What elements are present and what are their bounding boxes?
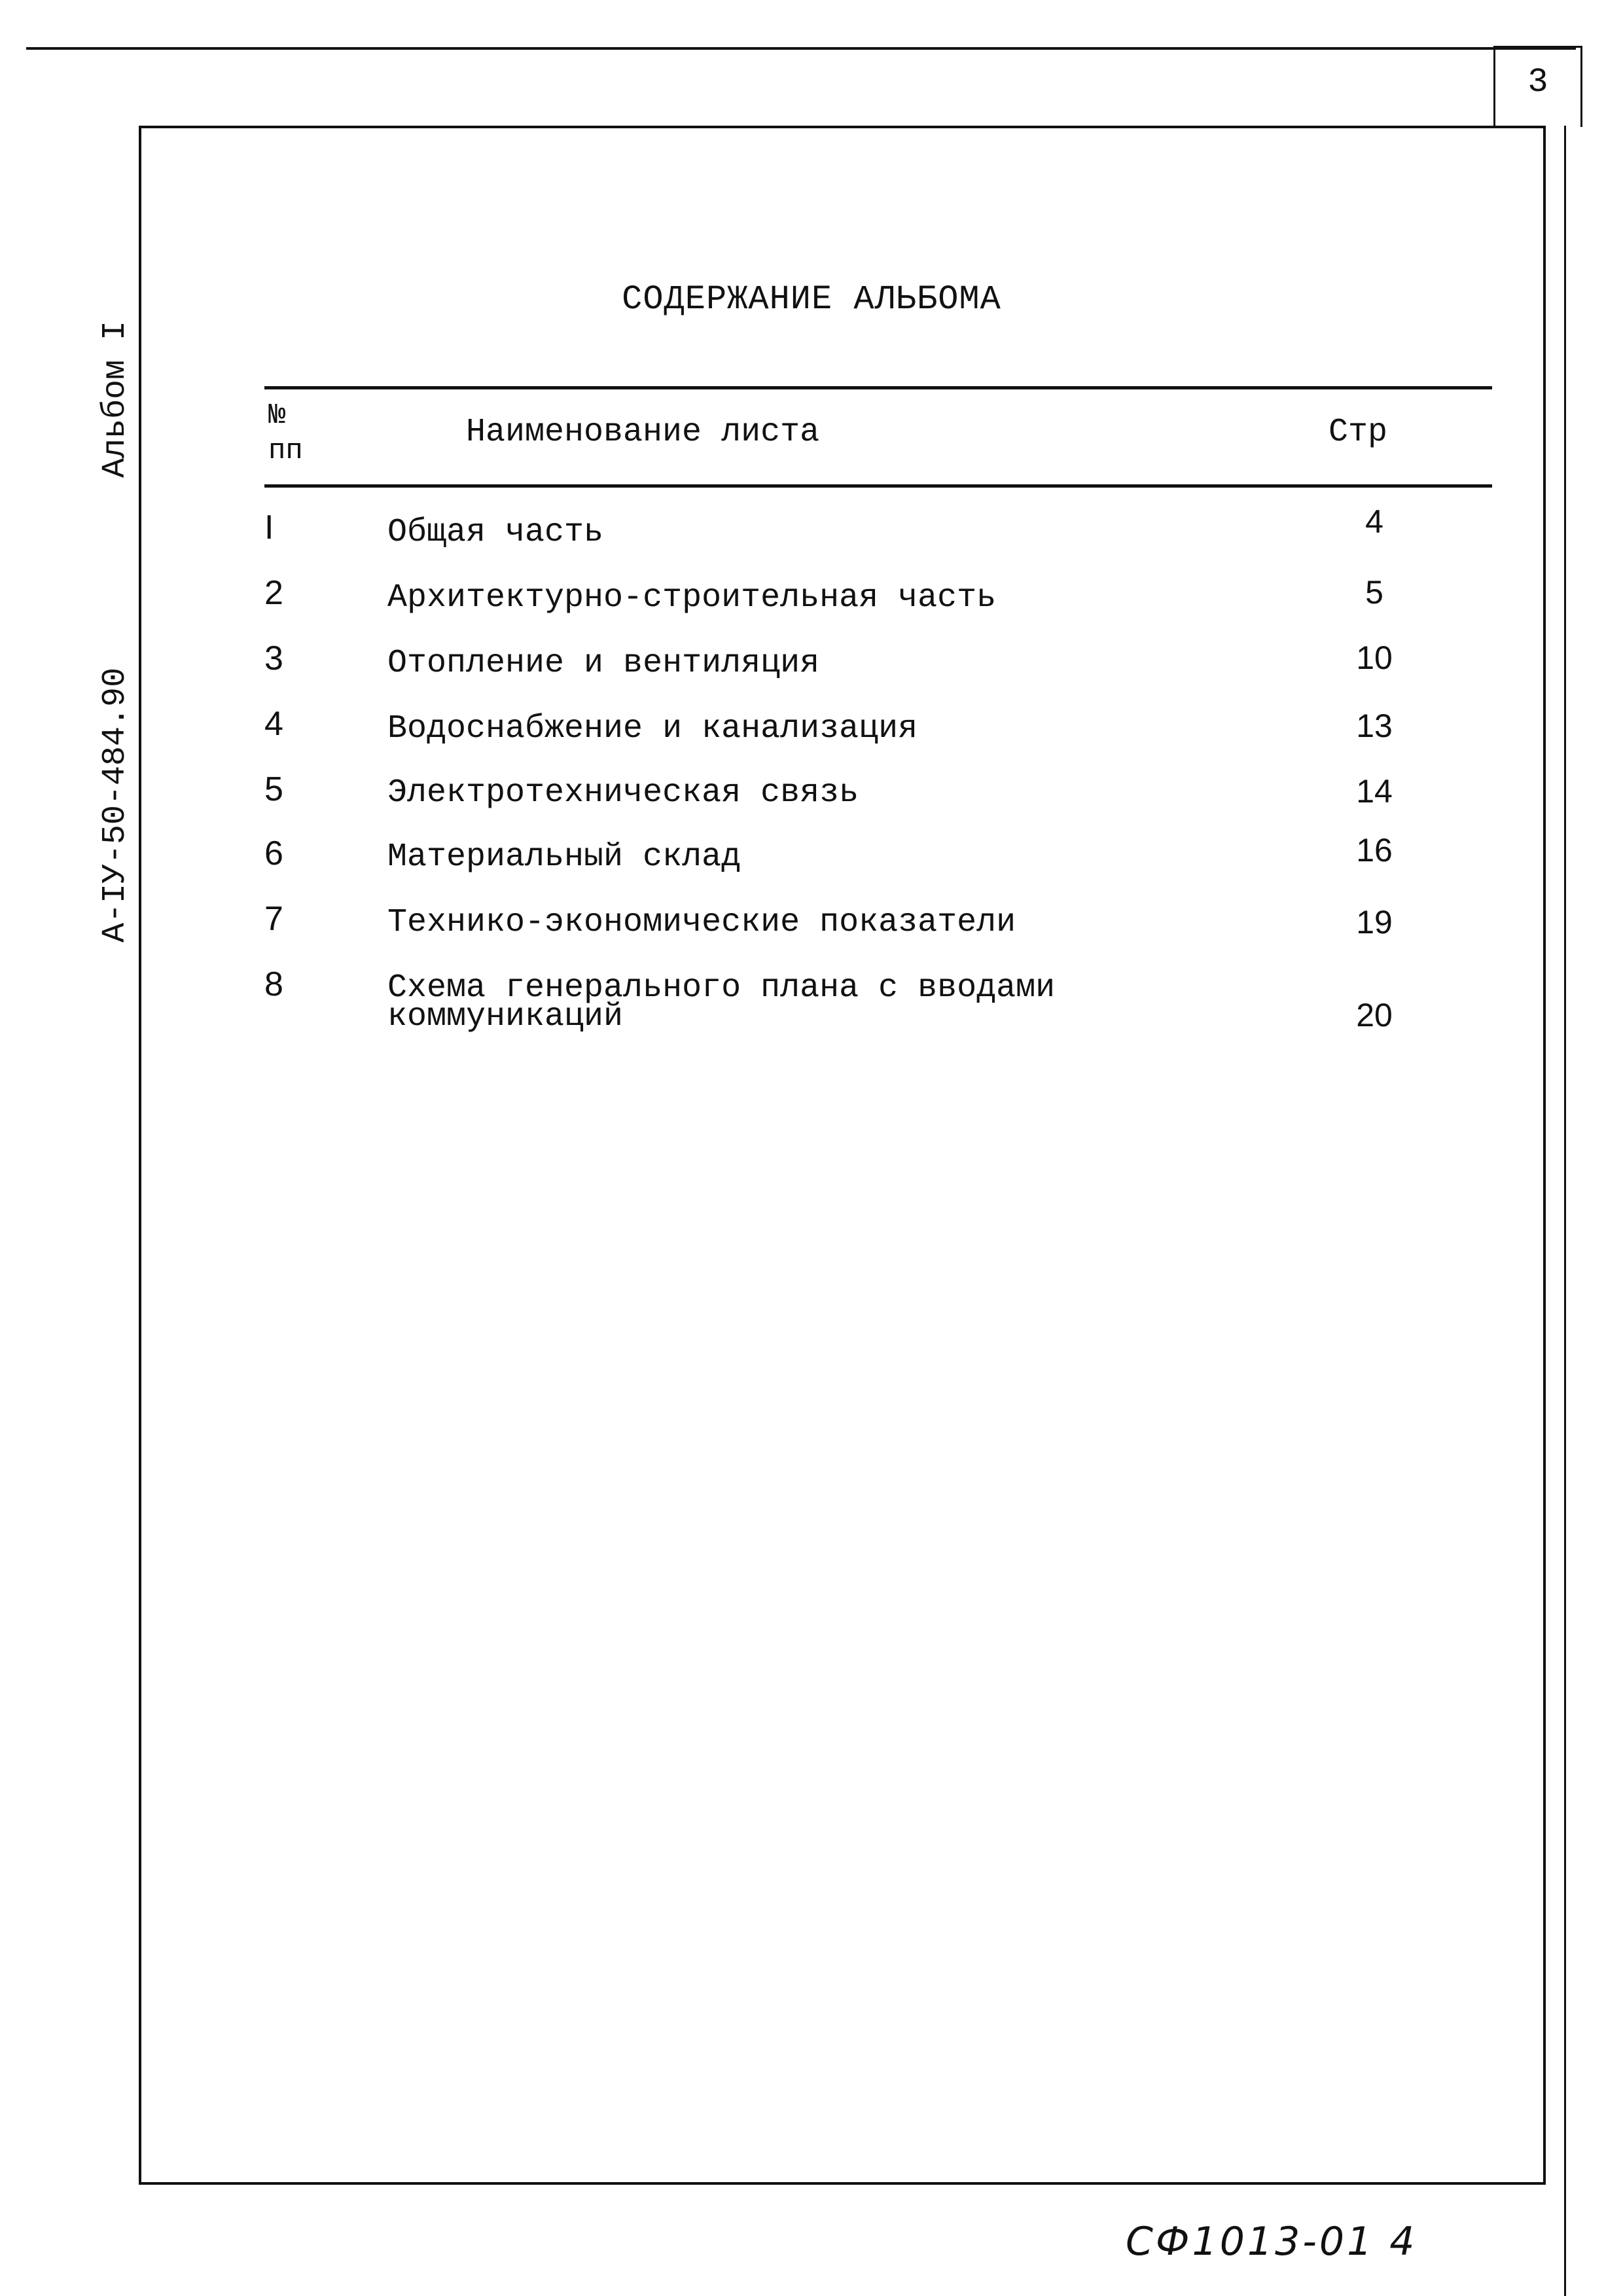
top-rule [26,47,1576,50]
row-number: 8 [264,965,283,1003]
table-header-rule [264,484,1492,488]
row-page: 20 [1356,997,1393,1033]
row-name [387,970,1055,1035]
column-header-page: Стр [1329,414,1388,451]
row-page: 13 [1356,708,1393,744]
row-page: 14 [1356,773,1393,810]
row-name: Отопление и вентиляция [387,645,820,682]
right-margin-line [1564,126,1566,2296]
row-number: 7 [264,900,283,938]
row-page: 19 [1356,904,1393,941]
handwritten-stamp: СФ1013-01 4 [1126,2219,1418,2265]
row-page: 10 [1356,639,1393,676]
row-number: I [264,509,274,547]
column-header-name: Наименование листа [466,414,820,451]
row-name-line-1: Схема генерального плана с вводами [387,969,1056,1007]
row-name: Технико-экономические показатели [387,904,1016,941]
side-document-code: А-IУ-50-484.90 [97,667,134,942]
page-title: СОДЕРЖАНИЕ АЛЬБОМА [622,280,1001,319]
row-name: Общая часть [387,514,604,551]
row-number: 4 [264,705,283,743]
column-header-number-abbr: пп [268,435,303,467]
row-number: 3 [264,639,283,677]
row-page: 16 [1356,832,1393,869]
row-name: Архитектурно-строительная часть [387,579,997,617]
row-name: Электротехническая связь [387,774,859,812]
column-header-number [268,398,334,469]
row-page: 5 [1365,574,1383,611]
table-top-rule [264,386,1492,389]
column-header-number-sign: № [268,399,286,432]
row-page: 4 [1365,503,1383,540]
row-number: 5 [264,770,283,808]
row-name: Материальный склад [387,838,741,876]
side-album-label: Альбом I [97,320,134,478]
page-number: 3 [1527,63,1548,101]
row-name-line-2: коммуникаций [387,998,624,1035]
row-name: Водоснабжение и канализация [387,710,918,747]
row-number: 2 [264,574,283,612]
row-number: 6 [264,834,283,872]
